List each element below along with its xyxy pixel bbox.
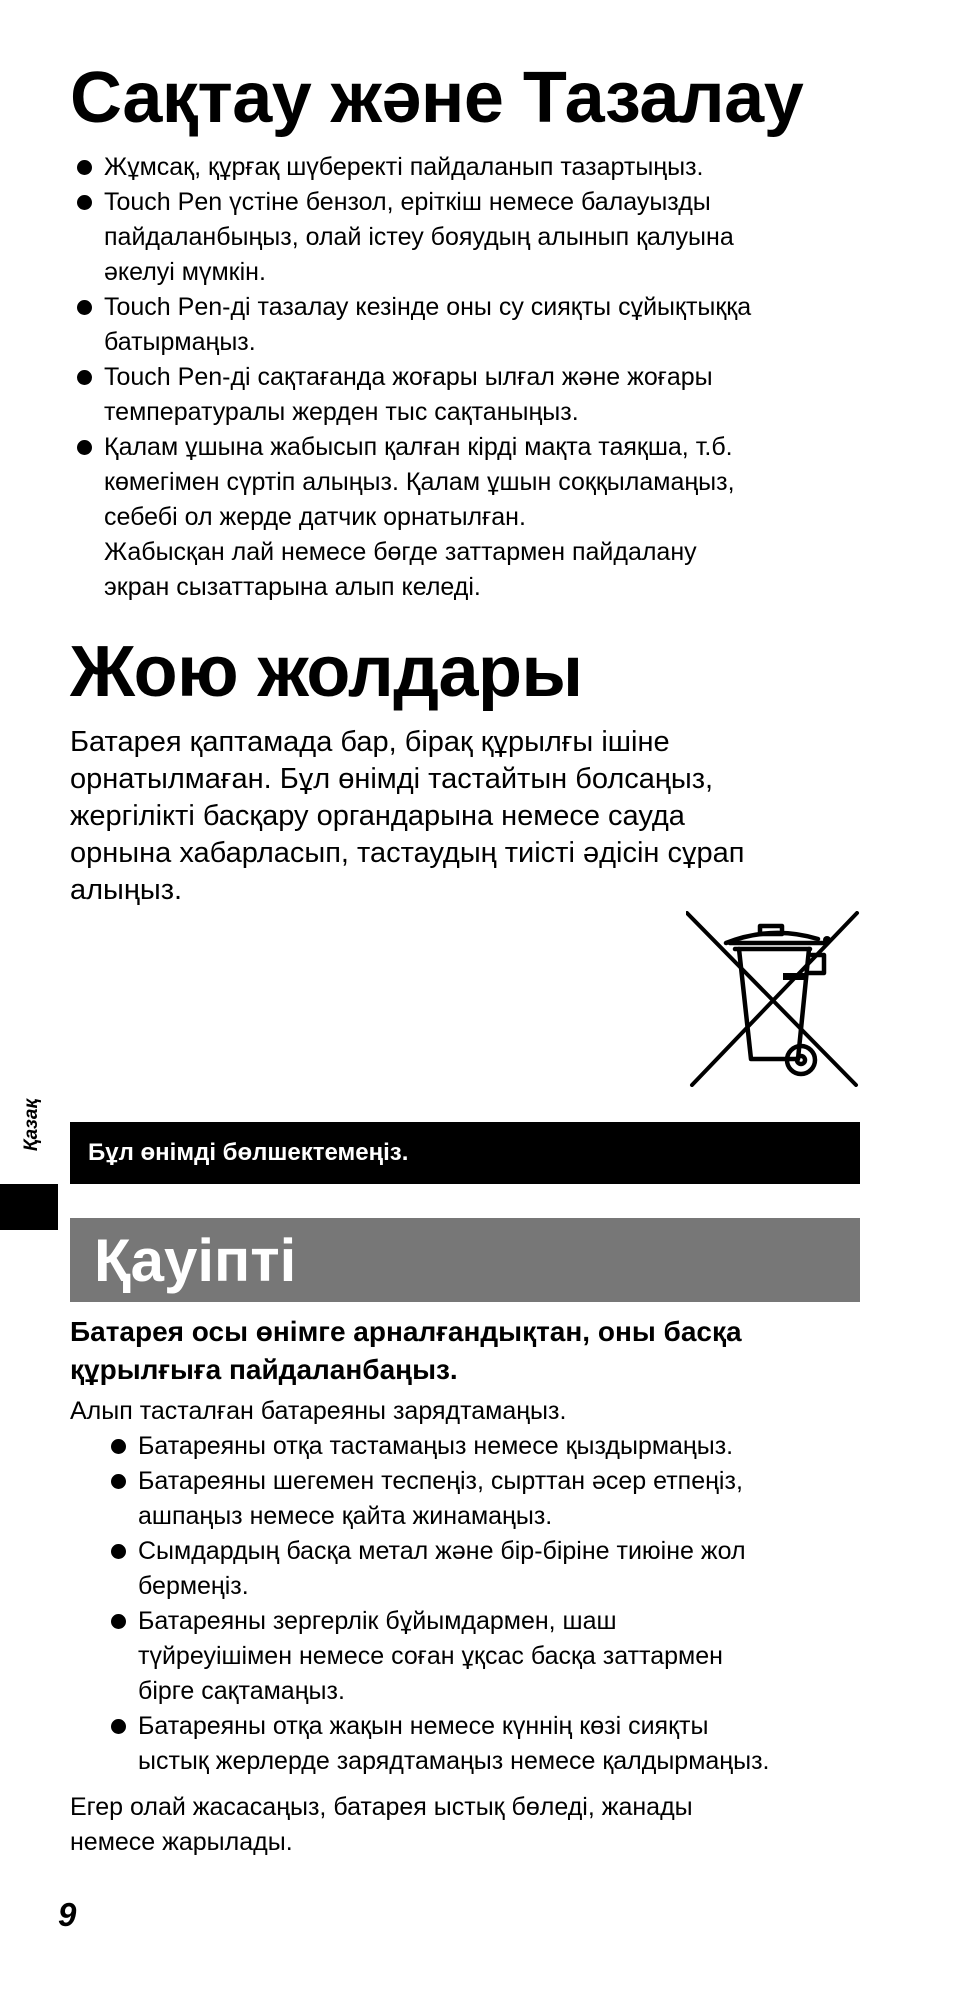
paragraph-line: Батарея қаптамада бар, бірақ құрылғы ішіне (70, 726, 670, 758)
bullet-line: ыстық жерлерде зарядтамаңыз немесе қалдырмаңыз. (138, 1747, 770, 1775)
danger-outro (70, 1790, 693, 1860)
danger-list (104, 1429, 884, 1779)
bullet-line: ашпаңыз немесе қайта жинамаңыз. (138, 1502, 553, 1530)
bullet-line: бермеңіз. (138, 1572, 249, 1600)
bullet-line: батырмаңыз. (104, 328, 256, 356)
disposal-title: Жою жолдары (70, 632, 583, 712)
bullet-line: Батареяны зергерлік бұйымдармен, шаш (138, 1607, 617, 1635)
bullet-item (70, 290, 900, 360)
bullet-line: Батареяны отқа жақын немесе күннің көзі сияқты (138, 1712, 709, 1740)
bullet-line: Жабысқан лай немесе бөгде заттармен пайдалану (104, 538, 697, 566)
bullet-line: Сымдардың басқа метал және бір-біріне тиюіне жол (138, 1537, 746, 1565)
bullet-item (70, 430, 900, 605)
disassembly-warning-bar (70, 1122, 860, 1184)
language-side-label: Қазақ (21, 1098, 42, 1152)
bullet-item (104, 1429, 884, 1464)
bullet-line: көмегімен сүртіп алыңыз. Қалам ұшын соққыламаңыз, (104, 468, 735, 496)
bullet-item (70, 185, 900, 290)
bullet-line: Батареяны шегемен теспеңіз, сырттан әсер етпеңіз, (138, 1467, 743, 1495)
crossed-out-wheelie-bin-icon (686, 911, 862, 1087)
danger-bold-statement (70, 1313, 742, 1389)
bullet-item (104, 1604, 884, 1709)
bullet-line: Батареяны отқа тастамаңыз немесе қыздырмаңыз. (138, 1432, 734, 1460)
bullet-item (104, 1709, 884, 1779)
danger-heading-bar (70, 1218, 860, 1302)
disposal-paragraph (70, 724, 744, 909)
bullet-line: бірге сақтамаңыз. (138, 1677, 345, 1705)
bullet-item (70, 150, 900, 185)
outro-line: Егер олай жасасаңыз, батарея ыстық бөледі, жанады (70, 1793, 693, 1821)
care-title: Сақтау және Тазалау (70, 58, 804, 138)
danger-intro: Алып тасталған батареяны зарядтамаңыз. (70, 1397, 567, 1425)
disassembly-warning-text: Бұл өнімді бөлшектемеңіз. (88, 1139, 409, 1166)
paragraph-line: орнына хабарласып, тастаудың тиісті әдісін сұрап (70, 837, 745, 869)
paragraph-line: орнатылмаған. Бұл өнімді тастайтын болсаңыз, (70, 763, 714, 795)
bullet-line: Жұмсақ, құрғақ шүберекті пайдаланып тазартыңыз. (104, 153, 704, 181)
bold-statement-line: Батарея осы өнімге арналғандықтан, оны басқа (70, 1316, 742, 1347)
bullet-line: себебі ол жерде датчик орнатылған. (104, 503, 526, 531)
bold-statement-line: құрылғыға пайдаланбаңыз. (70, 1354, 458, 1385)
paragraph-line: алыңыз. (70, 874, 183, 906)
bullet-item (104, 1464, 884, 1534)
bullet-line: әкелуі мүмкін. (104, 258, 266, 286)
page-number: 9 (58, 1896, 77, 1933)
bullet-line: Қалам ұшына жабысып қалған кірді мақта таяқша, т.б. (104, 433, 733, 461)
bullet-line: Touch Pen үстіне бензол, еріткіш немесе балауызды (104, 188, 711, 216)
bullet-line: пайдаланбыңыз, олай істеу бояудың алынып қалуына (104, 223, 734, 251)
bullet-line: Touch Pen-ді тазалау кезінде оны су сияқты сұйықтыққа (104, 293, 752, 321)
bullet-line: экран сызаттарына алып келеді. (104, 573, 481, 601)
bullet-item (70, 360, 900, 430)
paragraph-line: жергілікті басқару органдарына немесе сауда (70, 800, 685, 832)
danger-heading-text: Қауіпті (94, 1226, 297, 1294)
bullet-line: түйреуішімен немесе соған ұқсас басқа заттармен (138, 1642, 723, 1670)
bullet-line: Touch Pen-ді сақтағанда жоғары ылғал және жоғары (104, 363, 713, 391)
bullet-line: температуралы жерден тыс сақтаныңыз. (104, 398, 579, 426)
language-side-tab (0, 1184, 58, 1230)
outro-line: немесе жарылады. (70, 1828, 293, 1856)
care-list (70, 150, 900, 605)
bullet-item (104, 1534, 884, 1604)
